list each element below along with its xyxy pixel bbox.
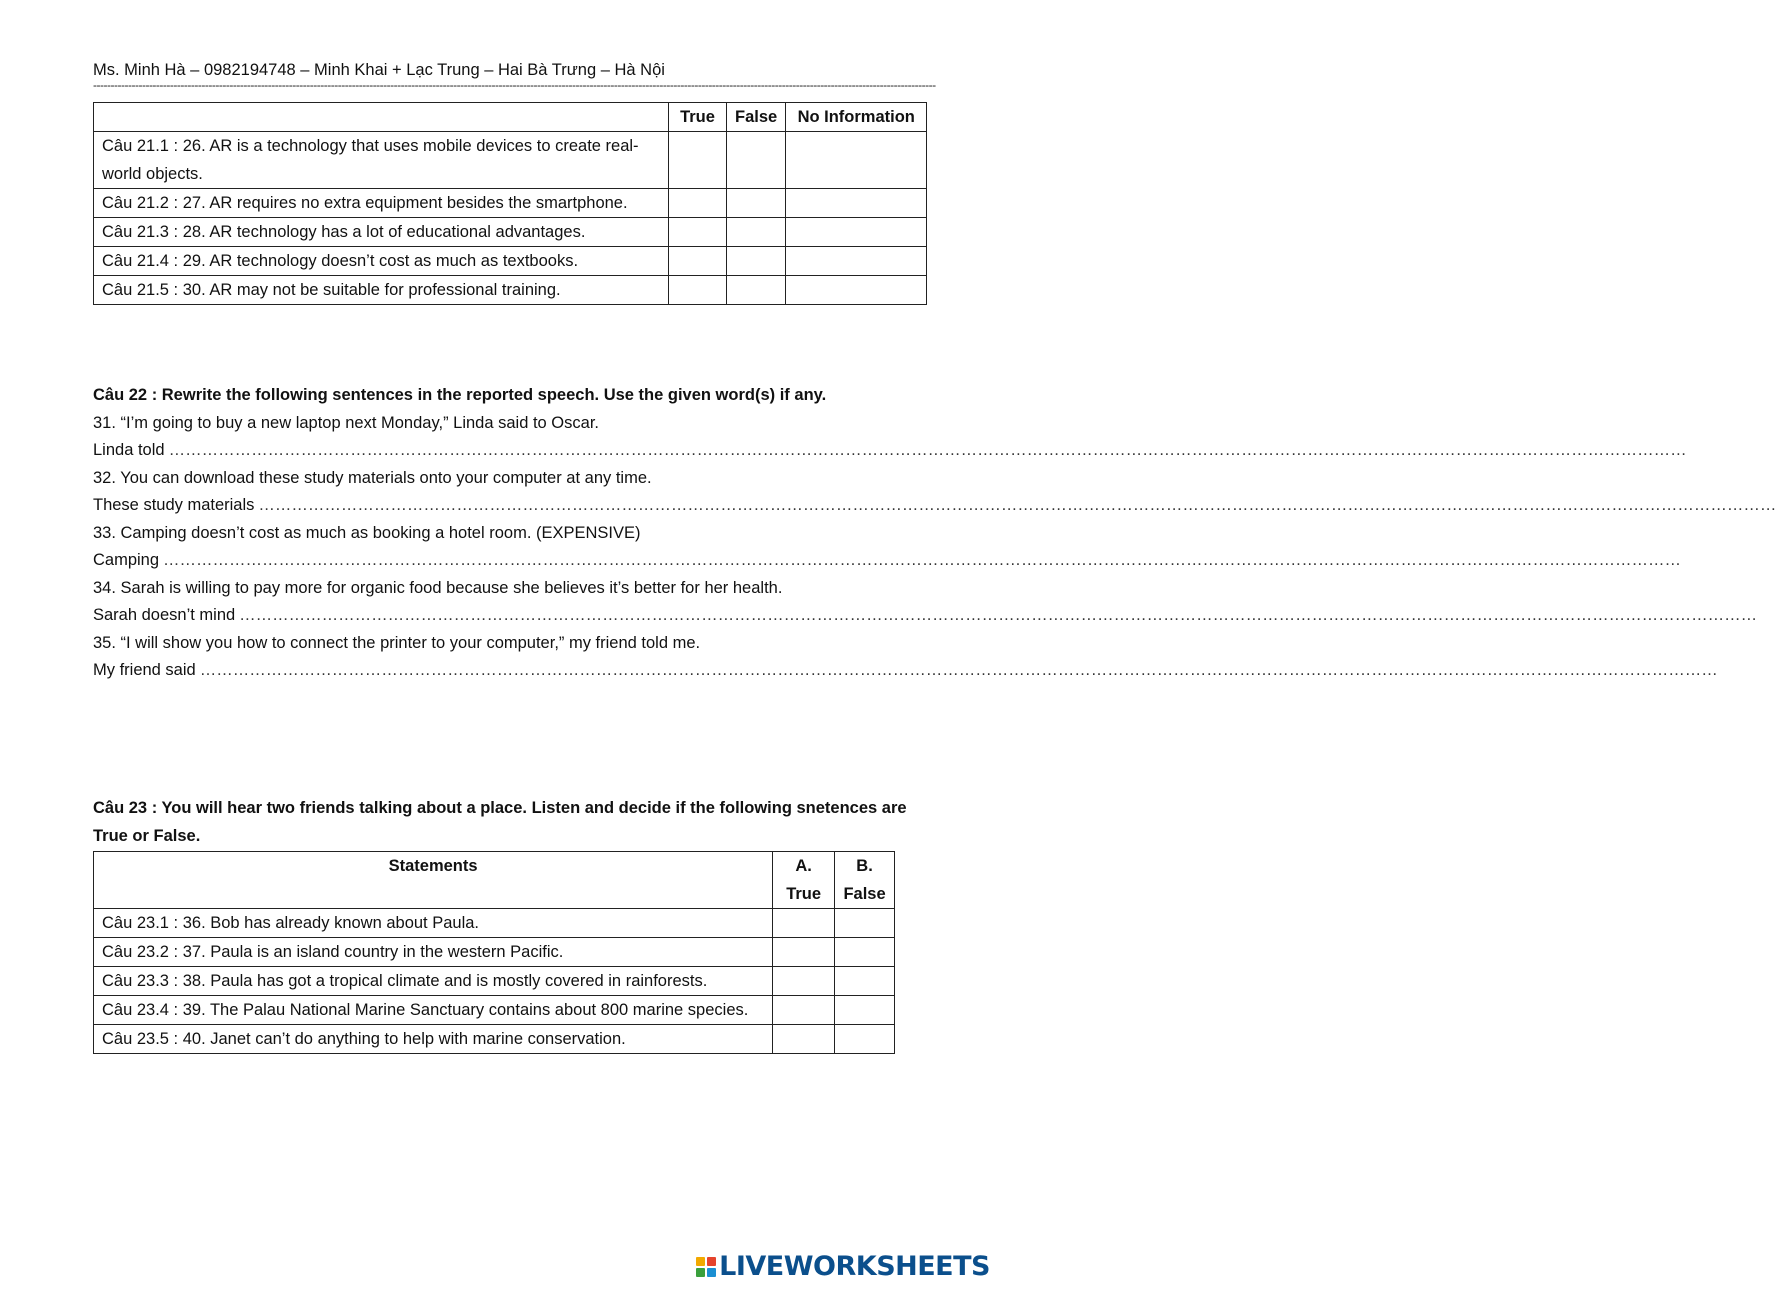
no-information-answer-cell[interactable]	[786, 189, 927, 218]
true-answer-cell[interactable]	[773, 967, 835, 996]
table-header-row	[94, 103, 927, 132]
false-answer-cell[interactable]	[835, 1025, 895, 1054]
table-row	[94, 938, 895, 967]
answer-blank[interactable]: ……………………………………………………………………………………………………………………………………………………………………………………………………………………………………………………	[168, 441, 1687, 459]
true-answer-cell[interactable]	[669, 189, 727, 218]
answer-line-35[interactable]	[93, 657, 1718, 685]
statement-cell: Câu 23.2 : 37. Paula is an island country in the western Pacific.	[94, 938, 773, 967]
question-22-section	[93, 382, 1776, 685]
false-answer-cell[interactable]	[726, 218, 786, 247]
false-answer-cell[interactable]	[835, 909, 895, 938]
rewrite-question-33: 33. Camping doesn’t cost as much as booking a hotel room. (EXPENSIVE)	[93, 523, 641, 542]
table-row	[94, 996, 895, 1025]
false-answer-cell[interactable]	[726, 247, 786, 276]
true-answer-cell[interactable]	[773, 996, 835, 1025]
statement-cell: Câu 21.1 : 26. AR is a technology that uses mobile devices to create real-world objects.	[94, 132, 669, 189]
answer-prompt: Linda told	[93, 441, 165, 459]
answer-line-33[interactable]	[93, 547, 1682, 575]
true-answer-cell[interactable]	[669, 247, 727, 276]
statement-cell: Câu 23.1 : 36. Bob has already known about Paula.	[94, 909, 773, 938]
answer-blank[interactable]: ……………………………………………………………………………………………………………………………………………………………………………………………………………………………………………………	[239, 606, 1758, 624]
page-header: Ms. Minh Hà – 0982194748 – Minh Khai + Lạc Trung – Hai Bà Trưng – Hà Nội	[93, 61, 665, 79]
no-information-answer-cell[interactable]	[786, 218, 927, 247]
true-answer-cell[interactable]	[773, 938, 835, 967]
question-23-title: Câu 23 : You will hear two friends talking about a place. Listen and decide if the following snetences are	[93, 799, 907, 817]
table-row	[94, 132, 927, 189]
statement-cell: Câu 21.2 : 27. AR requires no extra equipment besides the smartphone.	[94, 189, 669, 218]
false-header: False	[726, 103, 786, 132]
answer-line-34[interactable]	[93, 602, 1758, 630]
logo-square	[707, 1257, 716, 1266]
table-row	[94, 967, 895, 996]
answer-line-31[interactable]	[93, 437, 1687, 465]
true-answer-cell[interactable]	[669, 132, 727, 189]
false-answer-cell[interactable]	[726, 132, 786, 189]
logo-square	[696, 1268, 705, 1277]
question-23-table	[93, 851, 895, 1054]
logo-text: LIVEWORKSHEETS	[719, 1251, 990, 1282]
answer-prompt: Camping	[93, 551, 160, 569]
answer-prompt: These study materials	[93, 496, 255, 514]
rewrite-question-32: 32. You can download these study materials onto your computer at any time.	[93, 468, 652, 487]
table-header-row	[94, 852, 895, 909]
no-information-answer-cell[interactable]	[786, 132, 927, 189]
answer-blank[interactable]: ……………………………………………………………………………………………………………………………………………………………………………………………………………………………………………………	[163, 551, 1682, 569]
question-23-section	[93, 795, 953, 850]
b-false-header: B. False	[835, 852, 895, 909]
statement-header	[94, 103, 669, 132]
answer-prompt: Sarah doesn’t mind	[93, 606, 236, 624]
no-information-header: No Information	[786, 103, 927, 132]
statement-cell: Câu 23.4 : 39. The Palau National Marine Sanctuary contains about 800 marine species.	[94, 996, 773, 1025]
no-information-answer-cell[interactable]	[786, 276, 927, 305]
table-row	[94, 276, 927, 305]
false-answer-cell[interactable]	[835, 938, 895, 967]
true-answer-cell[interactable]	[773, 1025, 835, 1054]
false-answer-cell[interactable]	[726, 189, 786, 218]
table-row	[94, 189, 927, 218]
answer-line-32[interactable]	[93, 492, 1776, 520]
logo-square	[696, 1257, 705, 1266]
table-row	[94, 247, 927, 276]
table-row	[94, 1025, 895, 1054]
liveworksheets-logo	[696, 1251, 990, 1282]
question-22-title: Câu 22 : Rewrite the following sentences in the reported speech. Use the given word(s) if any.	[93, 386, 827, 404]
false-answer-cell[interactable]	[726, 276, 786, 305]
rewrite-question-31: 31. “I’m going to buy a new laptop next Monday,” Linda said to Oscar.	[93, 413, 599, 432]
question-21-table	[93, 102, 927, 305]
header-divider: -------------------------------------------------------------------------------------------------------------------------------------------------------------------------------------------------------------------------------------------------	[93, 78, 936, 92]
true-header: True	[669, 103, 727, 132]
answer-blank[interactable]: ……………………………………………………………………………………………………………………………………………………………………………………………………………………………………………………	[258, 496, 1776, 514]
statement-cell: Câu 21.5 : 30. AR may not be suitable for professional training.	[94, 276, 669, 305]
a-true-header: A. True	[773, 852, 835, 909]
false-answer-cell[interactable]	[835, 967, 895, 996]
statement-cell: Câu 21.4 : 29. AR technology doesn’t cost as much as textbooks.	[94, 247, 669, 276]
statement-cell: Câu 23.3 : 38. Paula has got a tropical climate and is mostly covered in rainforests.	[94, 967, 773, 996]
answer-prompt: My friend said	[93, 661, 196, 679]
true-answer-cell[interactable]	[669, 218, 727, 247]
statement-cell: Câu 23.5 : 40. Janet can’t do anything to help with marine conservation.	[94, 1025, 773, 1054]
answer-blank[interactable]: ……………………………………………………………………………………………………………………………………………………………………………………………………………………………………………………	[199, 661, 1718, 679]
statements-header: Statements	[94, 852, 773, 909]
logo-square	[707, 1268, 716, 1277]
true-answer-cell[interactable]	[773, 909, 835, 938]
logo-mark-icon	[696, 1257, 716, 1277]
false-answer-cell[interactable]	[835, 996, 895, 1025]
rewrite-question-34: 34. Sarah is willing to pay more for organic food because she believes it’s better for her health.	[93, 578, 783, 597]
question-23-title-continued: True or False.	[93, 826, 201, 845]
table-row	[94, 909, 895, 938]
table-row	[94, 218, 927, 247]
no-information-answer-cell[interactable]	[786, 247, 927, 276]
true-answer-cell[interactable]	[669, 276, 727, 305]
statement-cell: Câu 21.3 : 28. AR technology has a lot of educational advantages.	[94, 218, 669, 247]
rewrite-question-35: 35. “I will show you how to connect the printer to your computer,” my friend told me.	[93, 633, 701, 652]
